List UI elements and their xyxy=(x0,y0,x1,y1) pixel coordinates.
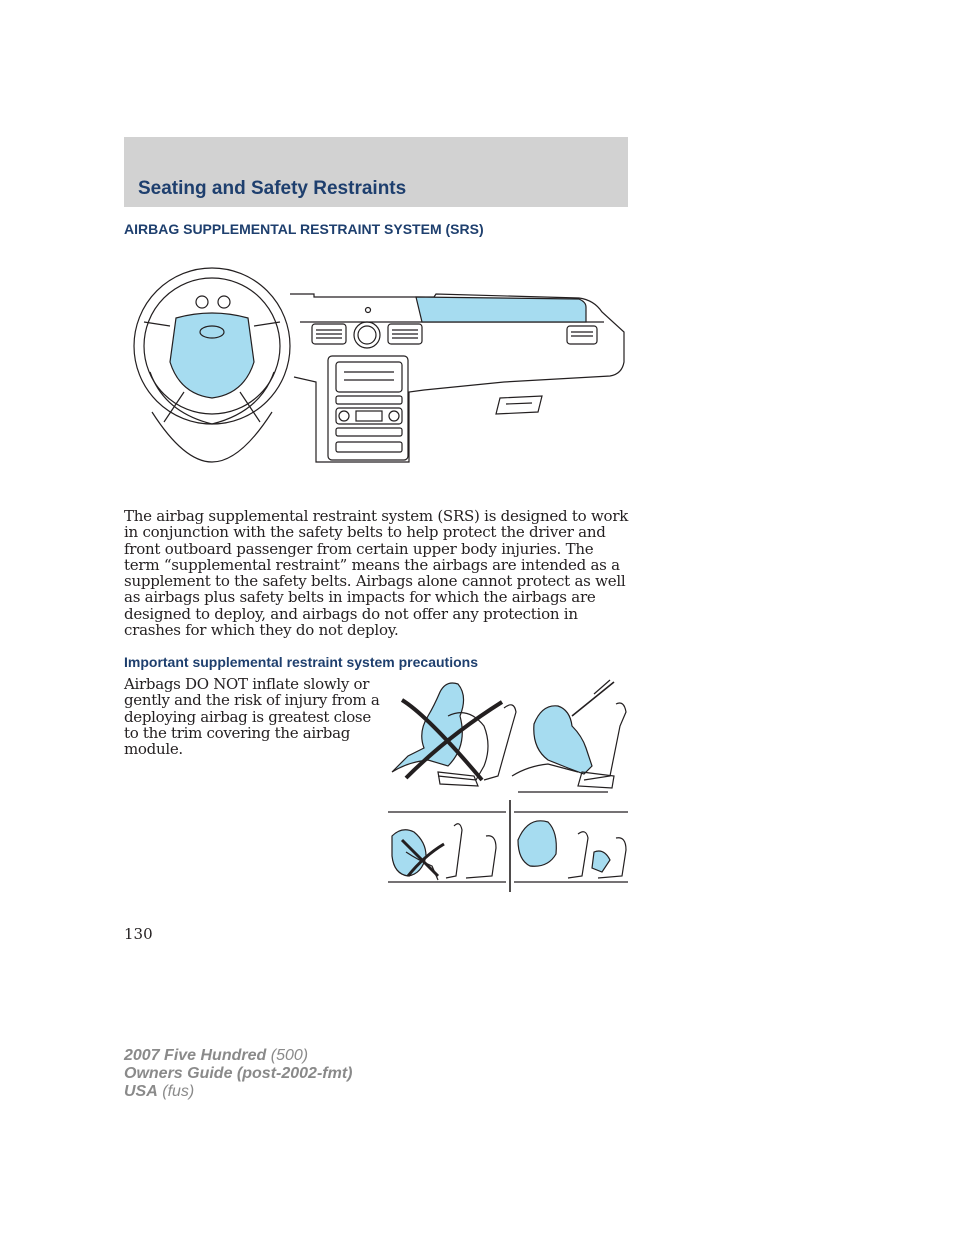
footer-market-code: (fus) xyxy=(162,1083,195,1100)
precautions-text: Airbags DO NOT inflate slowly or gently and the risk of injury from a deploying airbag is greatest close to the trim covering the airbag module. xyxy=(124,675,380,759)
occupant-position-illustration xyxy=(388,676,630,892)
footer-line-market xyxy=(124,1083,352,1101)
page-number: 130 xyxy=(124,925,153,943)
precautions-heading: Important supplemental restraint system precautions xyxy=(124,654,478,670)
footer-line-model xyxy=(124,1047,352,1065)
airbag-description-paragraph: The airbag supplemental restraint system (SRS) is designed to work in conjunction with the safety belts to help protect the driver and front outboard passenger from certain upper body injuries. The term “supplemental restraint” means the airbags are intended as a supplement to the safety belts. Airbags alone cannot protect as well as airbags plus safety belts in impacts for which the airbags are designed to deploy, and airbags do not offer any protection in crashes for which they do not deploy. xyxy=(124,507,629,640)
document-footer xyxy=(124,1047,352,1101)
footer-model: 2007 Five Hundred xyxy=(124,1047,267,1064)
footer-guide: Owners Guide (post-2002-fmt) xyxy=(124,1065,353,1082)
footer-market: USA xyxy=(124,1083,158,1100)
footer-line-guide xyxy=(124,1065,352,1083)
chapter-header-band xyxy=(124,137,628,207)
footer-model-code: (500) xyxy=(270,1047,309,1064)
chapter-title: Seating and Safety Restraints xyxy=(138,178,407,199)
dashboard-airbag-illustration xyxy=(124,262,630,472)
section-heading: AIRBAG SUPPLEMENTAL RESTRAINT SYSTEM (SRS) xyxy=(124,221,484,237)
